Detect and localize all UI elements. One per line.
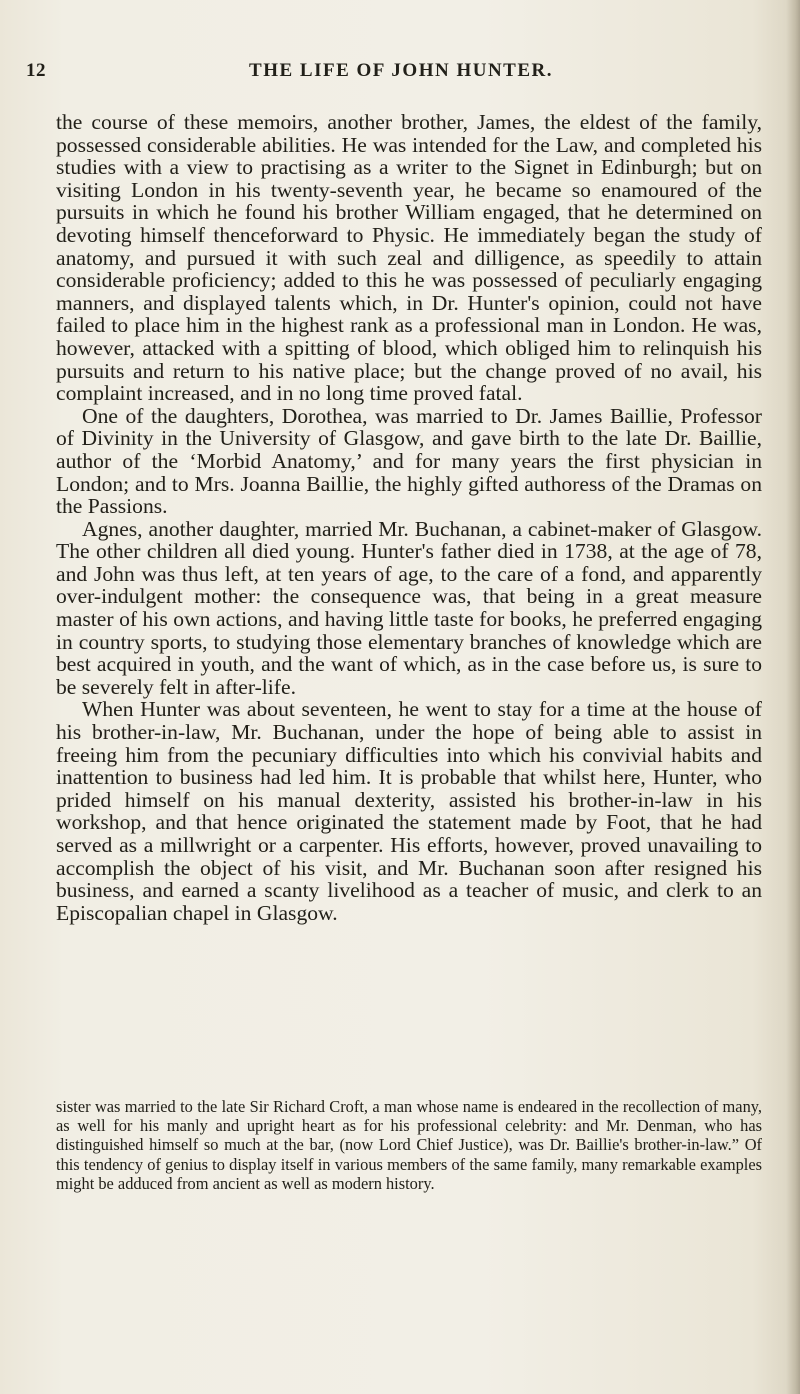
footnote: [56, 1097, 762, 1193]
body-text: [56, 111, 762, 924]
footnote-text: sister was married to the late Sir Richard Croft, a man whose name is endeared in the recollection of many, as well for his manly and upright heart as for his professional celebrity: and Mr. Denman, who has distinguished himself so much at the bar, (now Lord Chief Justice), was Dr. Baillie's brother-in-law.” Of this tendency of genius to display itself in various members of the same family, many remarkable examples might be adduced from ancient as well as modern history.: [56, 1097, 762, 1193]
running-head: THE LIFE OF JOHN HUNTER.: [249, 60, 553, 81]
paragraph: Agnes, another daughter, married Mr. Buchanan, a cabinet-maker of Glasgow. The other children all died young. Hunter's father died in 1738, at the age of 78, and John was thus left, at ten years of age, to the care of a fond, and apparently over-indulgent mother: the consequence was, that being in a great measure master of his own actions, and having little taste for books, he preferred engaging in country sports, to studying those elementary branches of knowledge which are best acquired in youth, and the want of which, as in the case before us, is sure to be severely felt in after-life.: [56, 516, 762, 699]
paragraph: the course of these memoirs, another brother, James, the eldest of the family, possessed considerable abilities. He was intended for the Law, and completed his studies with a view to practising as a writer to the Signet in Edinburgh; but on visiting London in his twenty-seventh year, he became so enamoured of the pursuits in which he found his brother William engaged, that he determined on devoting himself thenceforward to Physic. He immediately began the study of anatomy, and pursued it with such zeal and dilligence, as speedily to attain considerable proficiency; added to this he was possessed of peculiarly engaging manners, and displayed talents which, in Dr. Hunter's opinion, could not have failed to place him in the highest rank as a professional man in London. He was, however, attacked with a spitting of blood, which obliged him to relinquish his pursuits and return to his native place; but the change proved of no avail, his complaint increased, and in no long time proved fatal.: [56, 110, 762, 406]
page-number: 12: [26, 60, 46, 81]
page-header: [26, 60, 776, 90]
paragraph: One of the daughters, Dorothea, was married to Dr. James Baillie, Professor of Divinity in the University of Glasgow, and gave birth to the late Dr. Baillie, author of the ‘Morbid Anatomy,’ and for many years the first physician in London; and to Mrs. Joanna Baillie, the highly gifted authoress of the Dramas on the Passions.: [56, 403, 762, 519]
page-edge-shadow: [786, 0, 800, 1394]
paragraph: When Hunter was about seventeen, he went to stay for a time at the house of his brother-in-law, Mr. Buchanan, under the hope of being able to assist in freeing him from the pecuniary difficulties into which his convivial habits and inattention to business had led him. It is probable that whilst here, Hunter, who prided himself on his manual dexterity, assisted his brother-in-law in his workshop, and that hence originated the statement made by Foot, that he had served as a millwright or a carpenter. His efforts, however, proved unavailing to accomplish the object of his visit, and Mr. Buchanan soon after resigned his business, and earned a scanty livelihood as a teacher of music, and clerk to an Episcopalian chapel in Glasgow.: [56, 697, 762, 925]
